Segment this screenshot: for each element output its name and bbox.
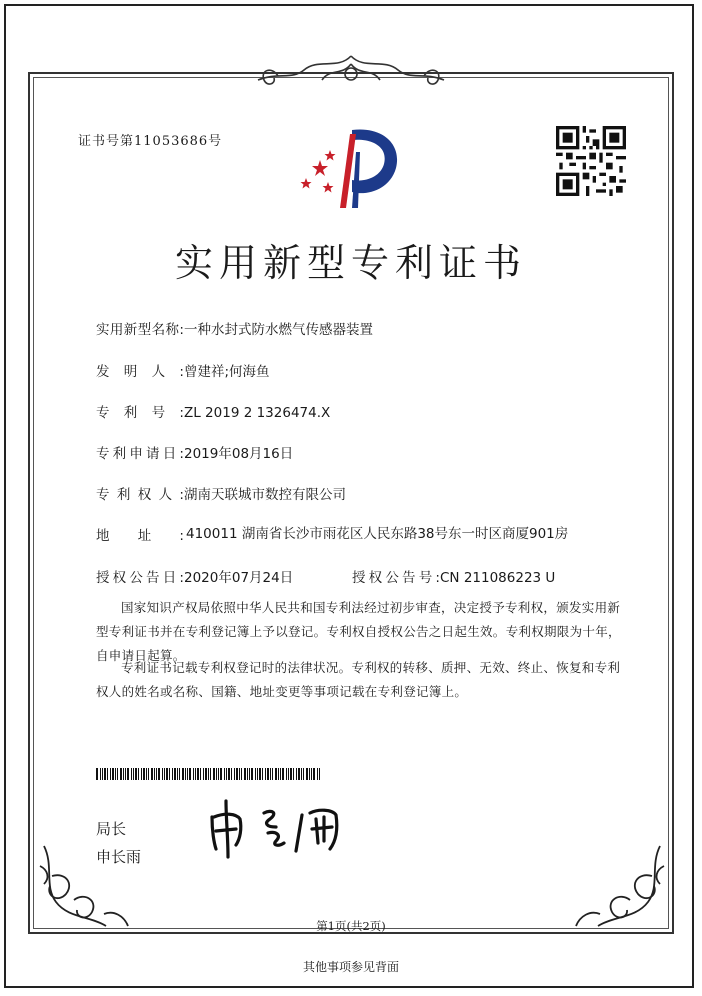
legal-status-paragraph: 专利证书记载专利权登记时的法律状况。专利权的转移、质押、无效、终止、恢复和专利权人的姓名或名称、国籍、地址变更等事项记载在专利登记簿上。 <box>96 660 621 699</box>
field-address <box>96 524 184 544</box>
field-label: 专利申请日: <box>96 446 184 462</box>
field-value: CN 211086223 U <box>440 570 556 586</box>
field-label: 专利号: <box>96 405 184 421</box>
field-label: 授权公告日: <box>96 570 184 586</box>
certificate-number: 证书号第11053686号 <box>78 134 223 149</box>
field-value: 曾建祥;何海鱼 <box>184 364 270 380</box>
signatory-name: 申长雨 <box>96 848 142 866</box>
page-indicator: 第1页(共2页) <box>316 919 386 933</box>
certificate-title: 实用新型专利证书 <box>174 241 527 285</box>
director-signature <box>206 795 366 861</box>
field-grant-date <box>96 566 293 586</box>
field-value: 2020年07月24日 <box>184 570 294 586</box>
field-value: 2019年08月16日 <box>184 446 294 462</box>
field-inventors <box>96 360 270 380</box>
field-application-date <box>96 442 293 462</box>
field-label: 授权公告号: <box>352 570 440 586</box>
field-label: 实用新型名称: <box>96 322 184 338</box>
cnipa-logo-icon <box>300 122 410 214</box>
field-utility-model-name <box>96 318 373 338</box>
signatory-role: 局长 <box>96 820 127 838</box>
barcode <box>96 768 322 780</box>
grant-statement-paragraph: 国家知识产权局依照中华人民共和国专利法经过初步审查，决定授予专利权，颁发实用新型专利证书并在专利登记簿上予以登记。专利权自授权公告之日起生效。专利权期限为十年，自申请日起算。 <box>96 600 621 663</box>
field-value: 湖南天联城市数控有限公司 <box>184 487 346 503</box>
field-grant-number <box>352 566 555 586</box>
top-ornament <box>238 50 464 94</box>
field-label: 发明人: <box>96 364 184 380</box>
field-label: 地址: <box>96 528 184 544</box>
see-back-note: 其他事项参见背面 <box>302 960 399 974</box>
field-patent-number <box>96 401 330 421</box>
field-label: 专利权人: <box>96 487 184 503</box>
qr-code <box>556 126 626 196</box>
field-value: ZL 2019 2 1326474.X <box>184 405 331 421</box>
field-value: 一种水封式防水燃气传感器装置 <box>184 322 373 338</box>
field-patentee <box>96 483 346 503</box>
field-address-value: 410011 湖南省长沙市雨花区人民东路38号东一时区商厦901房 <box>186 526 569 542</box>
